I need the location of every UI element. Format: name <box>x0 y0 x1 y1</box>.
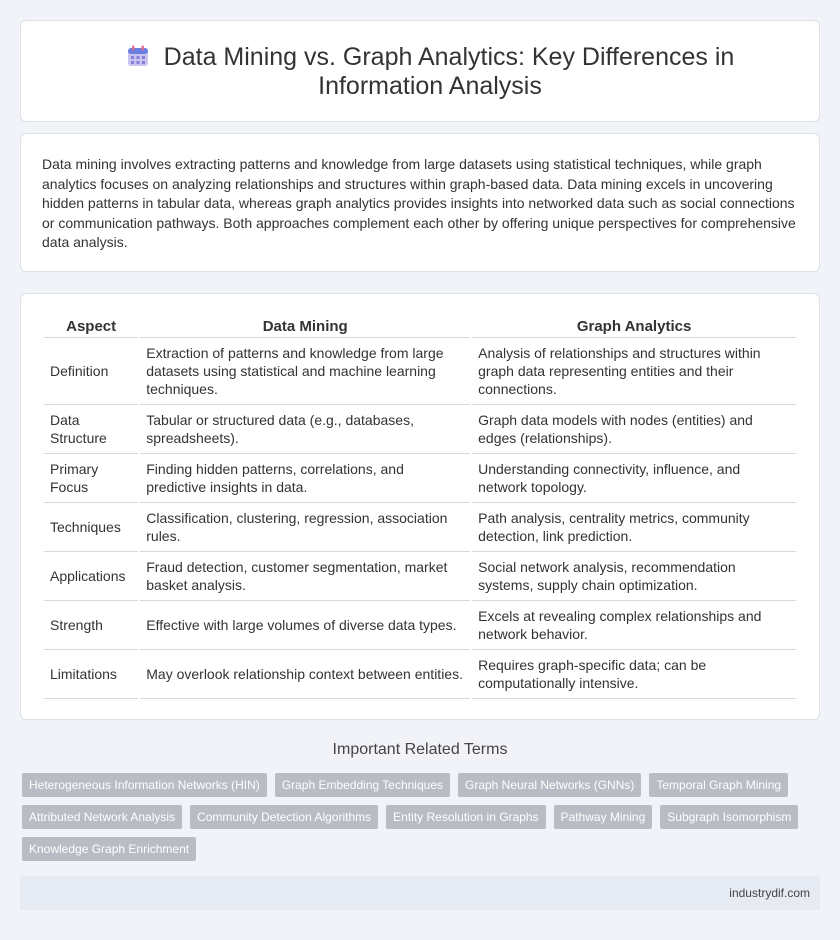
footer-site[interactable]: industrydif.com <box>729 886 810 900</box>
term-tag[interactable]: Attributed Network Analysis <box>22 805 182 829</box>
row-graph-analytics: Understanding connectivity, influence, and network topology. <box>472 454 796 503</box>
table-row <box>44 650 796 699</box>
row-graph-analytics: Requires graph-specific data; can be computationally intensive. <box>472 650 796 699</box>
comparison-table-card <box>20 293 820 720</box>
row-aspect: Limitations <box>44 650 138 699</box>
title-card <box>20 20 820 122</box>
row-data-mining: Tabular or structured data (e.g., databases, spreadsheets). <box>140 405 470 454</box>
row-data-mining: Effective with large volumes of diverse data types. <box>140 601 470 650</box>
row-data-mining: Fraud detection, customer segmentation, market basket analysis. <box>140 552 470 601</box>
page-title: Data Mining vs. Graph Analytics: Key Differences in Information Analysis <box>163 43 735 100</box>
term-tag[interactable]: Temporal Graph Mining <box>649 773 788 797</box>
term-tag[interactable]: Graph Embedding Techniques <box>275 773 450 797</box>
intro-card <box>20 133 820 272</box>
row-graph-analytics: Graph data models with nodes (entities) and edges (relationships). <box>472 405 796 454</box>
footer <box>20 876 820 910</box>
table-row <box>44 454 796 503</box>
title-wrap <box>61 43 799 101</box>
calendar-icon <box>126 44 150 68</box>
row-aspect: Applications <box>44 552 138 601</box>
row-aspect: Strength <box>44 601 138 650</box>
comparison-table <box>42 312 798 699</box>
term-tag[interactable]: Knowledge Graph Enrichment <box>22 837 196 861</box>
table-row <box>44 405 796 454</box>
row-aspect: Definition <box>44 338 138 405</box>
row-data-mining: May overlook relationship context between entities. <box>140 650 470 699</box>
table-row <box>44 552 796 601</box>
row-graph-analytics: Social network analysis, recommendation systems, supply chain optimization. <box>472 552 796 601</box>
table-row <box>44 503 796 552</box>
row-graph-analytics: Path analysis, centrality metrics, community detection, link prediction. <box>472 503 796 552</box>
term-tag[interactable]: Heterogeneous Information Networks (HIN) <box>22 773 267 797</box>
term-tag[interactable]: Pathway Mining <box>554 805 653 829</box>
table-row <box>44 338 796 405</box>
row-aspect: Primary Focus <box>44 454 138 503</box>
table-header-row <box>44 312 796 338</box>
header-aspect: Aspect <box>44 312 138 338</box>
header-graph-analytics: Graph Analytics <box>472 312 796 338</box>
row-aspect: Techniques <box>44 503 138 552</box>
row-data-mining: Classification, clustering, regression, association rules. <box>140 503 470 552</box>
term-tag[interactable]: Subgraph Isomorphism <box>660 805 798 829</box>
term-tag[interactable]: Entity Resolution in Graphs <box>386 805 545 829</box>
row-data-mining: Finding hidden patterns, correlations, and predictive insights in data. <box>140 454 470 503</box>
term-tag[interactable]: Graph Neural Networks (GNNs) <box>458 773 641 797</box>
intro-paragraph: Data mining involves extracting patterns and knowledge from large datasets using statistical techniques, while graph analytics focuses on analyzing relationships and structures within graph-based data. Data mining excels in uncovering hidden patterns in tabular data, whereas graph analytics provides insights into networked data such as social connections or communication pathways. Both approaches complement each other by offering unique perspectives for comprehensive data analysis. <box>42 156 796 250</box>
row-data-mining: Extraction of patterns and knowledge from large datasets using statistical and machine learning techniques. <box>140 338 470 405</box>
row-graph-analytics: Excels at revealing complex relationships and network behavior. <box>472 601 796 650</box>
row-aspect: Data Structure <box>44 405 138 454</box>
table-row <box>44 601 796 650</box>
term-tag[interactable]: Community Detection Algorithms <box>190 805 378 829</box>
related-terms-heading: Important Related Terms <box>332 741 508 758</box>
header-data-mining: Data Mining <box>140 312 470 338</box>
row-graph-analytics: Analysis of relationships and structures within graph data representing entities and their connections. <box>472 338 796 405</box>
related-terms-list <box>22 773 818 861</box>
